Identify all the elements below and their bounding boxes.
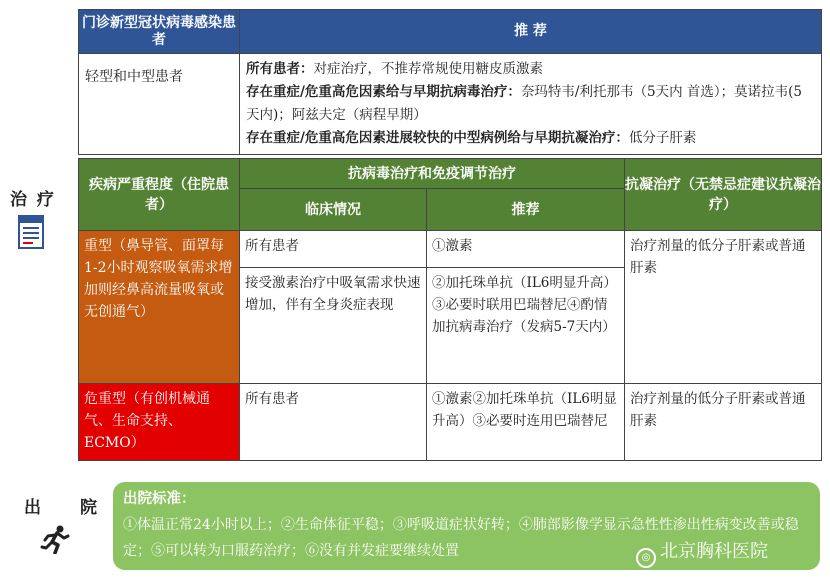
recommend-line: 存在重症/危重高危因素给与早期抗病毒治疗：奈玛特韦/利托那韦（5天内 首选）；莫诺拉韦(5天内)；阿兹夫定（病程早期） <box>246 84 802 123</box>
inpatient-table <box>78 158 822 461</box>
anticoag-cell: 治疗剂量的低分子肝素或普通肝素 <box>625 231 822 384</box>
outpatient-patient-type: 轻型和中型患者 <box>79 54 240 155</box>
clinical-cell: 接受激素治疗中吸氧需求快速增加，伴有全身炎症表现 <box>240 268 427 384</box>
outpatient-recommend-header: 推 荐 <box>240 10 822 54</box>
anticoag-header: 抗凝治疗（无禁忌症建议抗凝治疗） <box>625 159 822 231</box>
recommend-header: 推荐 <box>427 189 625 231</box>
outpatient-type-header: 门诊新型冠状病毒感染患者 <box>79 10 240 54</box>
watermark-text: 北京胸科医院 <box>660 541 768 562</box>
running-person-icon <box>40 524 72 554</box>
recommend-cell: ②加托珠单抗（IL6明显升高）③必要时联用巴瑞替尼④酌情加抗病毒治疗（发病5-7天内） <box>427 268 625 384</box>
watermark-icon: ◎ <box>636 548 656 568</box>
outpatient-recommendation <box>240 54 822 155</box>
antiviral-header: 抗病毒治疗和免疫调节治疗 <box>240 159 625 189</box>
recommend-line: 所有患者：对症治疗，不推荐常规使用糖皮质激素 <box>246 61 543 77</box>
anticoag-cell: 治疗剂量的低分子肝素或普通肝素 <box>625 384 822 461</box>
discharge-label-char-1: 出 <box>24 498 41 518</box>
recommend-cell: ①激素②加托珠单抗（IL6明显升高）③必要时连用巴瑞替尼 <box>427 384 625 461</box>
clinical-header: 临床情况 <box>240 189 427 231</box>
treatment-label: 治 疗 <box>10 190 56 210</box>
recommend-line: 存在重症/危重高危因素进展较快的中型病例给与早期抗凝治疗：低分子肝素 <box>246 130 697 146</box>
clinical-cell: 所有患者 <box>240 231 427 268</box>
discharge-criteria-text: ①体温正常24小时以上；②生命体征平稳；③呼吸道症状好转；④肺部影像学显示急性性渗出性病变改善或稳定；⑤可以转为口服药治疗；⑥没有并发症要继续处置 <box>123 517 799 559</box>
recommend-cell: ①激素 <box>427 231 625 268</box>
severe-type-cell: 重型（鼻导管、面罩每1-2小时观察吸氧需求增加则经鼻高流量吸氧或无创通气） <box>79 231 240 384</box>
discharge-label-char-2: 院 <box>80 498 97 518</box>
severity-header: 疾病严重程度（住院患者） <box>79 159 240 231</box>
critical-type-cell: 危重型（有创机械通气、生命支持、ECMO） <box>79 384 240 461</box>
clinical-cell: 所有患者 <box>240 384 427 461</box>
discharge-title: 出院标准： <box>123 490 196 507</box>
document-icon <box>18 215 44 249</box>
watermark <box>636 537 768 568</box>
outpatient-table <box>78 9 822 155</box>
